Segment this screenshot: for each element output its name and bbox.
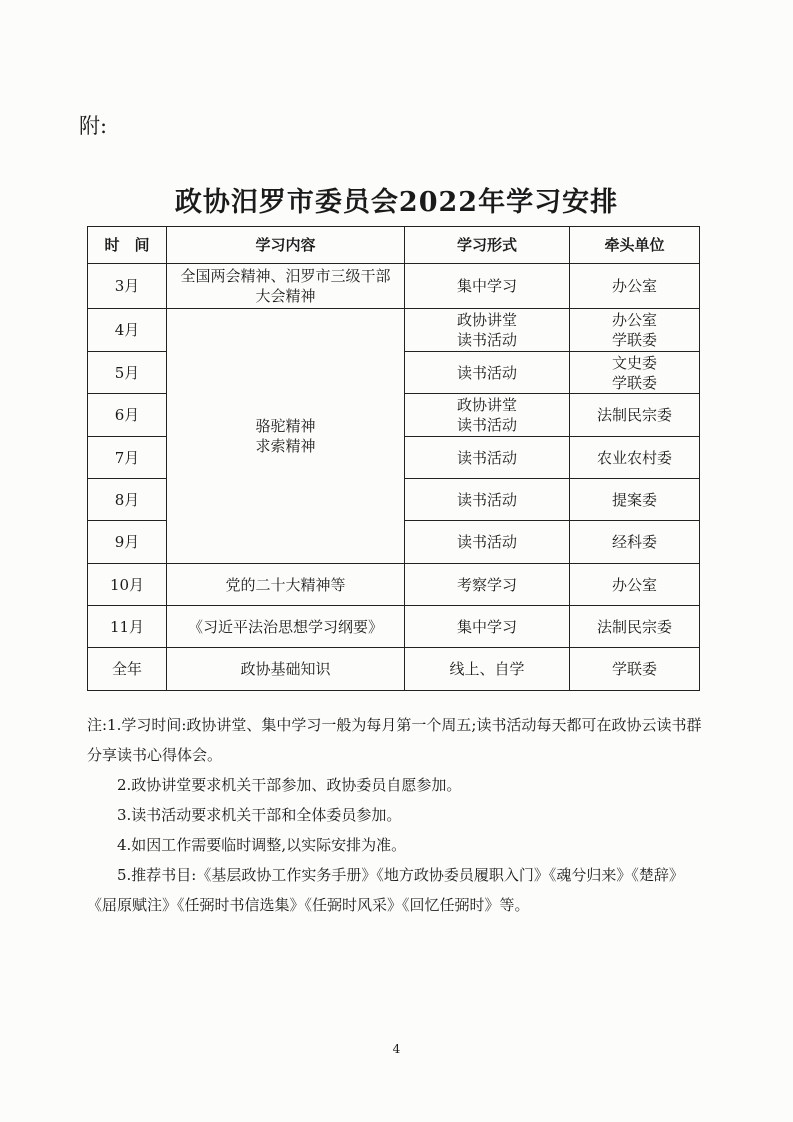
content-cell xyxy=(167,264,405,309)
header-content: 学习内容 xyxy=(167,227,405,264)
unit-cell xyxy=(570,309,700,352)
unit-cell xyxy=(570,564,700,606)
table-row xyxy=(88,606,700,648)
form-cell xyxy=(405,437,570,479)
form-line: 线上、自学 xyxy=(449,660,525,678)
time-cell: 7月 xyxy=(88,437,167,479)
unit-line: 学联委 xyxy=(611,331,657,349)
time-cell: 8月 xyxy=(88,479,167,521)
time-cell: 全年 xyxy=(88,648,167,691)
form-line: 读书活动 xyxy=(456,416,517,434)
unit-line: 经科委 xyxy=(611,533,657,551)
content-cell xyxy=(167,606,405,648)
time-cell: 5月 xyxy=(88,352,167,394)
form-line: 集中学习 xyxy=(456,617,517,636)
unit-cell xyxy=(570,606,700,648)
form-line: 政协讲堂 xyxy=(456,396,517,414)
note-3: 3.读书活动要求机关干部和全体委员参加。 xyxy=(117,806,402,824)
form-cell xyxy=(405,309,570,352)
unit-line: 提案委 xyxy=(611,490,657,509)
content-line: 党的二十大精神等 xyxy=(225,575,346,594)
header-time: 时 间 xyxy=(88,227,167,264)
page-number: 4 xyxy=(392,1042,401,1056)
time-cell: 6月 xyxy=(88,394,167,437)
note-4: 4.如因工作需要临时调整,以实际安排为准。 xyxy=(117,836,407,854)
content-line: 政协基础知识 xyxy=(240,660,331,678)
content-line: 《习近平法治思想学习纲要》 xyxy=(187,617,383,636)
time-cell: 11月 xyxy=(88,606,167,648)
table-row xyxy=(88,309,700,352)
note-1: 注:1.学习时间:政协讲堂、集中学习一般为每月第一个周五;读书活动每天都可在政协云读书群分享读书心得体会。 xyxy=(87,716,702,764)
form-line: 读书活动 xyxy=(456,363,517,382)
form-line: 集中学习 xyxy=(456,277,517,295)
table-row xyxy=(88,648,700,691)
form-line: 读书活动 xyxy=(456,331,517,349)
form-cell xyxy=(405,606,570,648)
schedule-table xyxy=(87,226,700,691)
unit-cell xyxy=(570,521,700,564)
table-row xyxy=(88,264,700,309)
unit-line: 农业农村委 xyxy=(596,448,672,467)
content-cell xyxy=(167,648,405,691)
form-line: 读书活动 xyxy=(456,490,517,509)
form-cell xyxy=(405,564,570,606)
content-line: 大会精神 xyxy=(255,287,316,305)
content-line: 全国两会精神、汨罗市三级干部 xyxy=(180,267,391,285)
merged-content-cell xyxy=(167,309,405,564)
form-cell xyxy=(405,521,570,564)
unit-line: 法制民宗委 xyxy=(596,617,672,636)
form-line: 政协讲堂 xyxy=(456,311,517,329)
form-cell xyxy=(405,264,570,309)
unit-line: 办公室 xyxy=(611,575,657,594)
header-form: 学习形式 xyxy=(405,227,570,264)
form-line: 考察学习 xyxy=(456,575,517,594)
time-cell: 3月 xyxy=(88,264,167,309)
table-header-row xyxy=(88,227,700,264)
form-cell xyxy=(405,394,570,437)
unit-cell xyxy=(570,394,700,437)
time-cell: 10月 xyxy=(88,564,167,606)
form-line: 读书活动 xyxy=(456,448,517,467)
content-cell xyxy=(167,564,405,606)
time-cell: 9月 xyxy=(88,521,167,564)
content-line: 求索精神 xyxy=(255,437,316,455)
unit-cell xyxy=(570,479,700,521)
unit-line: 文史委 xyxy=(611,353,657,372)
unit-cell xyxy=(570,437,700,479)
unit-line: 学联委 xyxy=(611,373,657,392)
notes-section xyxy=(87,710,703,920)
table-row xyxy=(88,564,700,606)
form-cell xyxy=(405,352,570,394)
page-title: 政协汨罗市委员会2022年学习安排 xyxy=(174,187,619,218)
content-line: 骆驼精神 xyxy=(255,417,316,435)
form-line: 读书活动 xyxy=(456,533,517,551)
attachment-label: 附: xyxy=(79,114,108,138)
time-cell: 4月 xyxy=(88,309,167,352)
unit-cell xyxy=(570,352,700,394)
form-cell xyxy=(405,479,570,521)
unit-line: 办公室 xyxy=(611,311,657,329)
unit-line: 办公室 xyxy=(611,277,657,295)
unit-line: 法制民宗委 xyxy=(596,406,672,424)
header-unit: 牵头单位 xyxy=(570,227,700,264)
note-5: 5.推荐书目:《基层政协工作实务手册》《地方政协委员履职入门》《魂兮归来》《楚辞》《屈原赋注》《任弼时书信选集》《任弼时风采》《回忆任弼时》等。 xyxy=(87,866,684,914)
note-2: 2.政协讲堂要求机关干部参加、政协委员自愿参加。 xyxy=(117,776,462,794)
unit-cell xyxy=(570,648,700,691)
unit-line: 学联委 xyxy=(611,660,657,678)
form-cell xyxy=(405,648,570,691)
unit-cell xyxy=(570,264,700,309)
